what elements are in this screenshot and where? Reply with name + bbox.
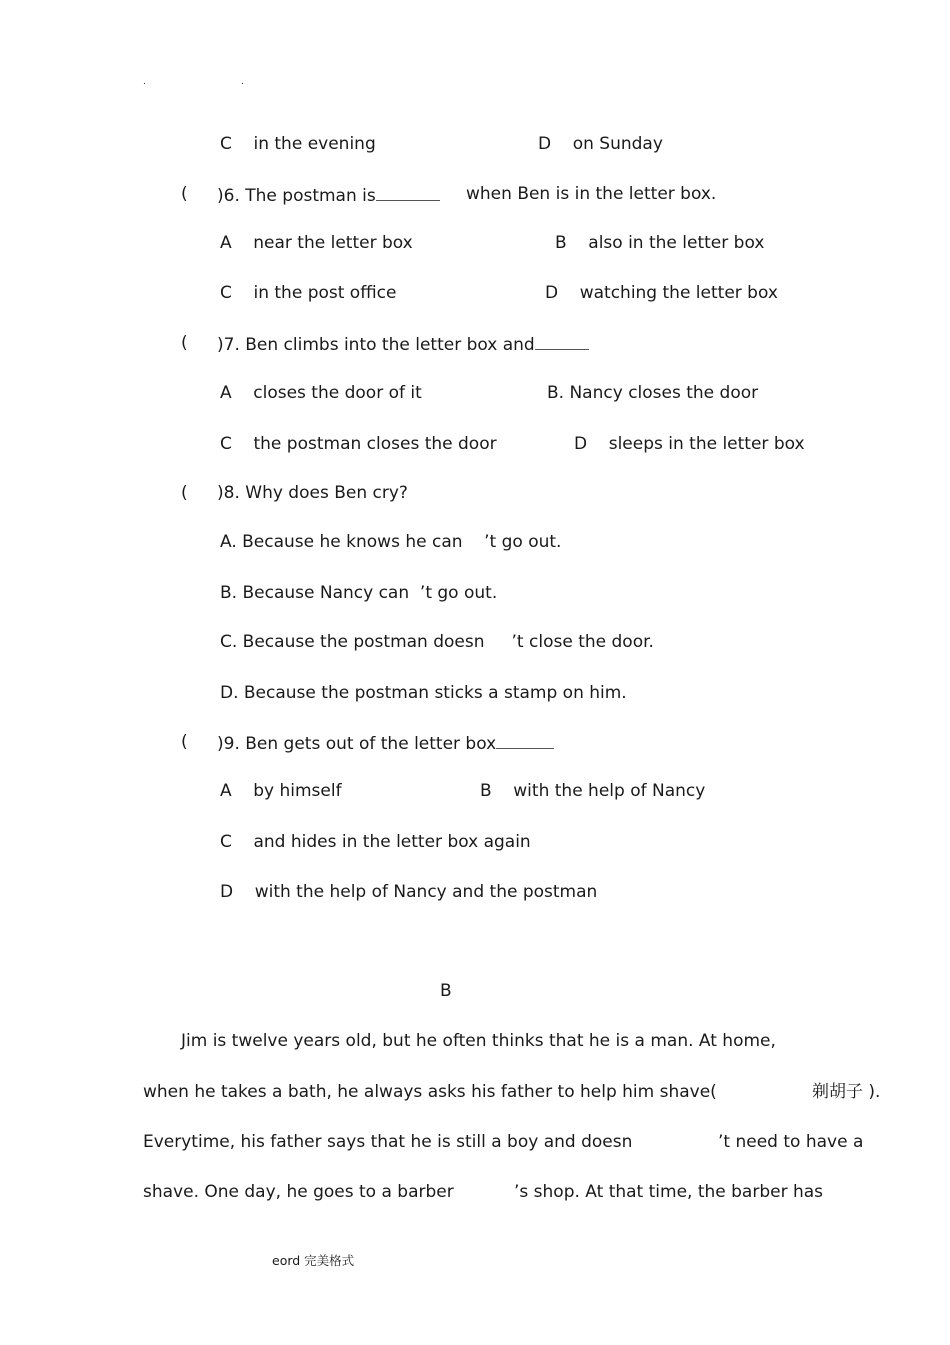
q6-stem-end: when Ben is in the letter box. [466,184,717,204]
q7-option-d: D sleeps in the letter box [574,434,805,454]
passage-line: shave. One day, he goes to a barber [143,1182,454,1202]
q6-option-d: D watching the letter box [545,283,778,303]
q9-answer-paren: ( [181,732,188,752]
q9-stem: )9. Ben gets out of the letter box [217,732,554,754]
passage-line-end: ’s shop. At that time, the barber has [514,1182,824,1202]
q9-option-c: C and hides in the letter box again [220,832,531,852]
q5-option-d: D on Sunday [538,134,663,154]
passage-line-end: ’t need to have a [718,1132,864,1152]
q6-option-a: A near the letter box [220,233,413,253]
answer-blank [376,184,440,201]
q6-option-c: C in the post office [220,283,397,303]
q7-option-c: C the postman closes the door [220,434,497,454]
page-footer: eord 完美格式 [272,1253,355,1268]
q8-stem: )8. Why does Ben cry? [217,483,408,503]
q8-option-b: B. Because Nancy can ’t go out. [220,583,498,603]
q7-option-a: A closes the door of it [220,383,422,403]
header-dot: . [143,77,146,87]
q9-option-d: D with the help of Nancy and the postman [220,882,598,902]
answer-blank [496,732,554,749]
passage-line-end: 剃胡子 ). [812,1082,881,1102]
q8-answer-paren: ( [181,483,188,503]
header-dot: . [241,77,244,87]
q5-option-c: C in the evening [220,134,376,154]
answer-blank [535,333,589,350]
q7-answer-paren: ( [181,333,188,353]
q9-option-a: A by himself [220,781,342,801]
passage-line: Jim is twelve years old, but he often thinks that he is a man. At home, [181,1031,776,1051]
q6-answer-paren: ( [181,184,188,204]
q6-option-b: B also in the letter box [555,233,765,253]
passage-line: when he takes a bath, he always asks his father to help him shave( [143,1082,717,1102]
q7-option-b: B. Nancy closes the door [547,383,759,403]
q8-option-d: D. Because the postman sticks a stamp on him. [220,683,627,703]
passage-line: Everytime, his father says that he is still a boy and doesn [143,1132,633,1152]
q9-option-b: B with the help of Nancy [480,781,706,801]
q8-option-c: C. Because the postman doesn ’t close the door. [220,632,654,652]
q6-stem: )6. The postman is [217,184,440,206]
q7-stem: )7. Ben climbs into the letter box and [217,333,589,355]
section-heading: B [440,981,452,1001]
q8-option-a: A. Because he knows he can ’t go out. [220,532,562,552]
